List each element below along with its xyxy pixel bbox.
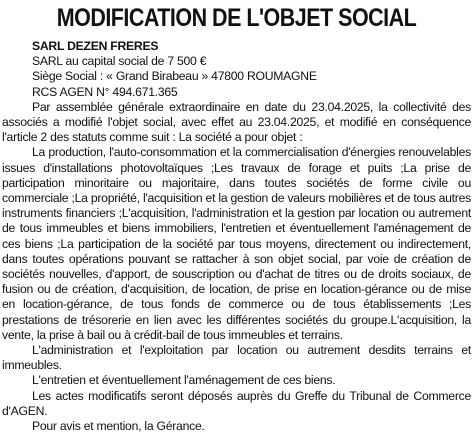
paragraph-administration: L'administration et l'exploitation par location ou autrement desdits terrains et immeubles.	[2, 343, 471, 373]
paragraph-corporate-purpose: La production, l'auto-consommation et la commercialisation d'énergies renouvelables issues d'installations photovoltaïques ;Les travaux de forage et puits ;La prise de participation minoritaire ou majoritaire, dans toutes sociétés de forme civile ou commerciale ;La propriété, l'acquisition et la gestion de valeurs mobilières et de tous autres instruments financiers ;L'acquisition, l'administration et la gestion par location ou autrement de tous immeubles et biens immobiliers, l'entretien et éventuellement l'aménagement de ces biens ;La participation de la société par tous moyens, directement ou indirectement, dans toutes opérations pouvant se rattacher à son objet social, par voie de création de sociétés nouvelles, d'apport, de souscription ou d'achat de titres ou de droits sociaux, de fusion ou de création, d'acquisition, de location, de prise en location-gérance ou de mise en location-gérance, de tous fonds de commerce ou de tous établissements ;Les prestations de trésorerie en lien avec les différentes sociétés du groupe.L'acquisition, la vente, la prise à bail ou à crédit-bail de tous immeubles et terrains.	[2, 145, 471, 342]
head-office: Siège Social : « Grand Birabeau » 47800 ROUMAGNE	[32, 69, 317, 84]
legal-form: SARL au capital social de 7 500 €	[32, 54, 207, 69]
notice-title: MODIFICATION DE L'OBJET SOCIAL	[56, 4, 417, 32]
registration-number: RCS AGEN N° 494.671.365	[32, 84, 178, 99]
paragraph-signature: Pour avis et mention, la Gérance.	[32, 419, 205, 434]
paragraph-maintenance: L'entretien et éventuellement l'aménagement de ces biens.	[32, 373, 336, 388]
notice-body	[2, 39, 471, 434]
company-name: SARL DEZEN FRERES	[32, 39, 159, 53]
paragraph-filing: Les actes modificatifs seront déposés auprès du Greffe du Tribunal de Commerce d'AGEN.	[2, 388, 471, 418]
paragraph-assembly: Par assemblée générale extraordinaire en date du 23.04.2025, la collectivité des associés a modifié l'objet social, avec effet au 23.04.2025, et modifié en conséquence l'article 2 des statuts comme suit : La société a pour objet :	[2, 99, 471, 145]
